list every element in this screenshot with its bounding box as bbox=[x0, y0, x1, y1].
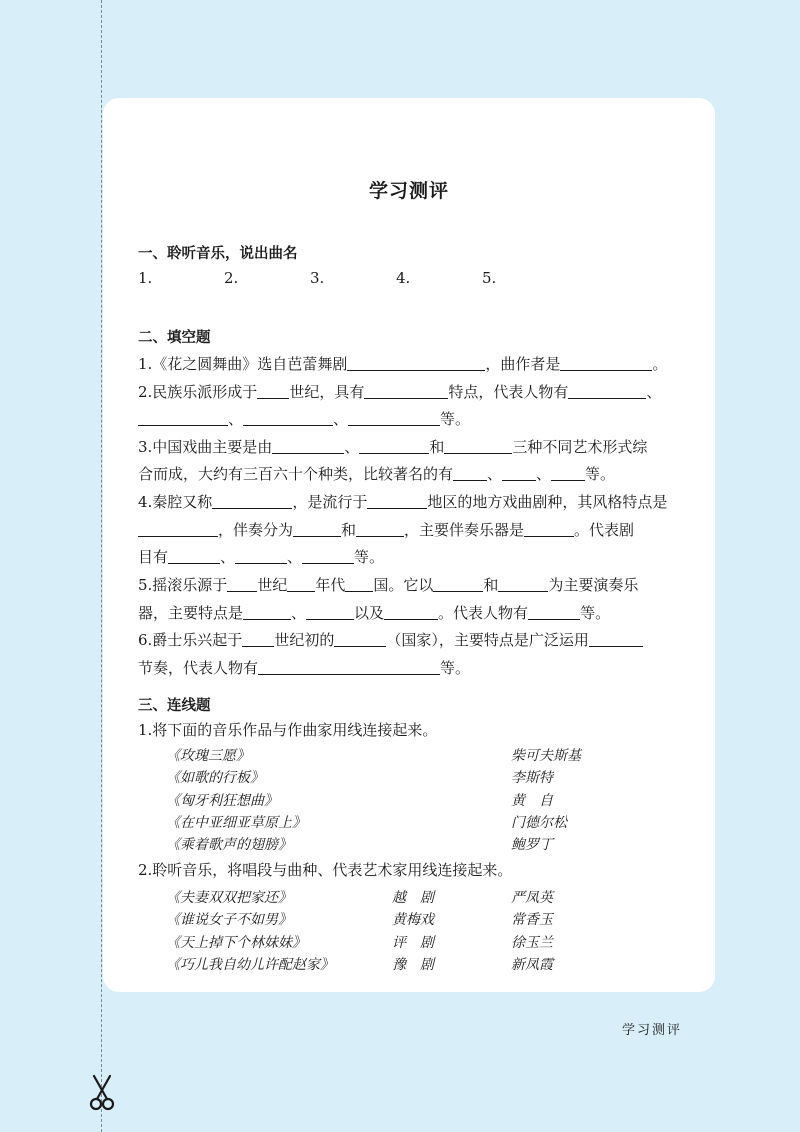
work-item: 《如歌的行板》 bbox=[166, 770, 264, 786]
fill-q5-line2: 器，主要特点是 、 以及 。代表人物有 等。 bbox=[138, 604, 611, 622]
composer-item: 鲍罗丁 bbox=[511, 837, 553, 853]
blank[interactable] bbox=[384, 604, 438, 620]
blank[interactable] bbox=[138, 410, 228, 426]
blank[interactable] bbox=[359, 438, 429, 454]
composer-item: 柴可夫斯基 bbox=[511, 748, 581, 764]
blank[interactable] bbox=[589, 631, 643, 647]
scissors-icon bbox=[88, 1074, 116, 1112]
blank[interactable] bbox=[348, 410, 440, 426]
listen-number-5: 5. bbox=[482, 269, 497, 287]
listen-number-1: 1. bbox=[138, 269, 153, 287]
fill-q4-line2: ，伴奏分为 和 ，主要伴奏乐器是 。代表剧 bbox=[138, 519, 634, 540]
blank[interactable] bbox=[524, 521, 574, 537]
composer-item: 黄 自 bbox=[511, 793, 553, 809]
blank[interactable] bbox=[551, 465, 585, 481]
blank[interactable] bbox=[498, 576, 548, 592]
blank[interactable] bbox=[212, 493, 292, 509]
worksheet-card bbox=[103, 98, 715, 992]
blank[interactable] bbox=[168, 548, 220, 564]
listen-number-3: 3. bbox=[310, 269, 325, 287]
blank[interactable] bbox=[560, 355, 652, 371]
match-q1-prompt: 1.将下面的音乐作品与作曲家用线连接起来。 bbox=[138, 721, 438, 739]
work-item: 《在中亚细亚草原上》 bbox=[166, 815, 306, 831]
page-title: 学习测评 bbox=[368, 180, 449, 202]
fill-q4-line1: 4.秦腔又称 ，是流行于 地区的地方戏曲剧种，其风格特点是 bbox=[138, 493, 668, 511]
blank[interactable] bbox=[243, 410, 333, 426]
blank[interactable] bbox=[334, 631, 386, 647]
blank[interactable] bbox=[272, 438, 344, 454]
artist-item: 严凤英 bbox=[511, 890, 553, 906]
blank[interactable] bbox=[453, 465, 487, 481]
match-q2-prompt: 2.聆听音乐，将唱段与曲种、代表艺术家用线连接起来。 bbox=[138, 861, 513, 879]
blank[interactable] bbox=[138, 521, 218, 537]
fill-q3-line2: 合而成，大约有三百六十个种类，比较著名的有 、 、 等。 bbox=[138, 465, 616, 483]
blank[interactable] bbox=[257, 383, 289, 399]
blank[interactable] bbox=[243, 604, 291, 620]
blank[interactable] bbox=[306, 604, 354, 620]
blank[interactable] bbox=[433, 576, 483, 592]
fill-q6-line2: 节奏，代表人物有 等。 bbox=[138, 659, 471, 677]
fill-q4-line3: 目有 、 、 等。 bbox=[138, 548, 385, 566]
blank[interactable] bbox=[356, 521, 404, 537]
artist-item: 常香玉 bbox=[511, 912, 553, 928]
blank[interactable] bbox=[235, 548, 287, 564]
fill-q5-line1: 5.摇滚乐源于 世纪 年代 国。它以 和 为主要演奏乐 bbox=[138, 576, 639, 594]
blank[interactable] bbox=[502, 465, 536, 481]
section3-heading: 三、连线题 bbox=[138, 698, 211, 714]
fill-q2-line1: 2.民族乐派形成于 世纪，具有 特点，代表人物有 、 bbox=[138, 383, 662, 401]
composer-item: 门德尔松 bbox=[511, 815, 567, 831]
section2-heading: 二、填空题 bbox=[138, 330, 211, 346]
piece-item: 《夫妻双双把家还》 bbox=[166, 890, 292, 906]
piece-item: 《巧儿我自幼儿许配赵家》 bbox=[166, 957, 334, 973]
fill-q1-line1: 1.《花之圆舞曲》选自芭蕾舞剧 ，曲作者是 。 bbox=[138, 355, 668, 373]
listen-number-4: 4. bbox=[396, 269, 411, 287]
work-item: 《乘着歌声的翅膀》 bbox=[166, 837, 292, 853]
blank[interactable] bbox=[258, 659, 440, 675]
artist-item: 新凤霞 bbox=[511, 957, 553, 973]
blank[interactable] bbox=[287, 576, 315, 592]
genre-item: 评 剧 bbox=[392, 935, 434, 951]
genre-item: 黄梅戏 bbox=[392, 912, 434, 928]
piece-item: 《谁说女子不如男》 bbox=[166, 912, 292, 928]
blank[interactable] bbox=[528, 604, 580, 620]
work-item: 《玫瑰三愿》 bbox=[166, 748, 250, 764]
blank[interactable] bbox=[364, 383, 448, 399]
genre-item: 越 剧 bbox=[392, 890, 434, 906]
fill-q3-line1: 3.中国戏曲主要是由 、 和 三种不同艺术形式综 bbox=[138, 438, 648, 456]
genre-item: 豫 剧 bbox=[392, 957, 434, 973]
blank[interactable] bbox=[242, 631, 274, 647]
fill-q2-line2: 、 、 等。 bbox=[138, 408, 470, 429]
blank[interactable] bbox=[444, 438, 512, 454]
page-footer: 学习测评 bbox=[622, 1023, 683, 1038]
cut-line bbox=[101, 0, 102, 1132]
blank[interactable] bbox=[367, 493, 427, 509]
blank[interactable] bbox=[347, 355, 485, 371]
composer-item: 李斯特 bbox=[511, 770, 553, 786]
blank[interactable] bbox=[302, 548, 354, 564]
blank[interactable] bbox=[568, 383, 646, 399]
piece-item: 《天上掉下个林妹妹》 bbox=[166, 935, 306, 951]
artist-item: 徐玉兰 bbox=[511, 935, 553, 951]
work-item: 《匈牙利狂想曲》 bbox=[166, 793, 278, 809]
blank[interactable] bbox=[345, 576, 373, 592]
fill-q6-line1: 6.爵士乐兴起于 世纪初的 （国家），主要特点是广泛运用 bbox=[138, 629, 643, 650]
blank[interactable] bbox=[227, 576, 257, 592]
listen-number-2: 2. bbox=[224, 269, 239, 287]
blank[interactable] bbox=[293, 521, 341, 537]
section1-heading: 一、聆听音乐，说出曲名 bbox=[138, 246, 298, 262]
